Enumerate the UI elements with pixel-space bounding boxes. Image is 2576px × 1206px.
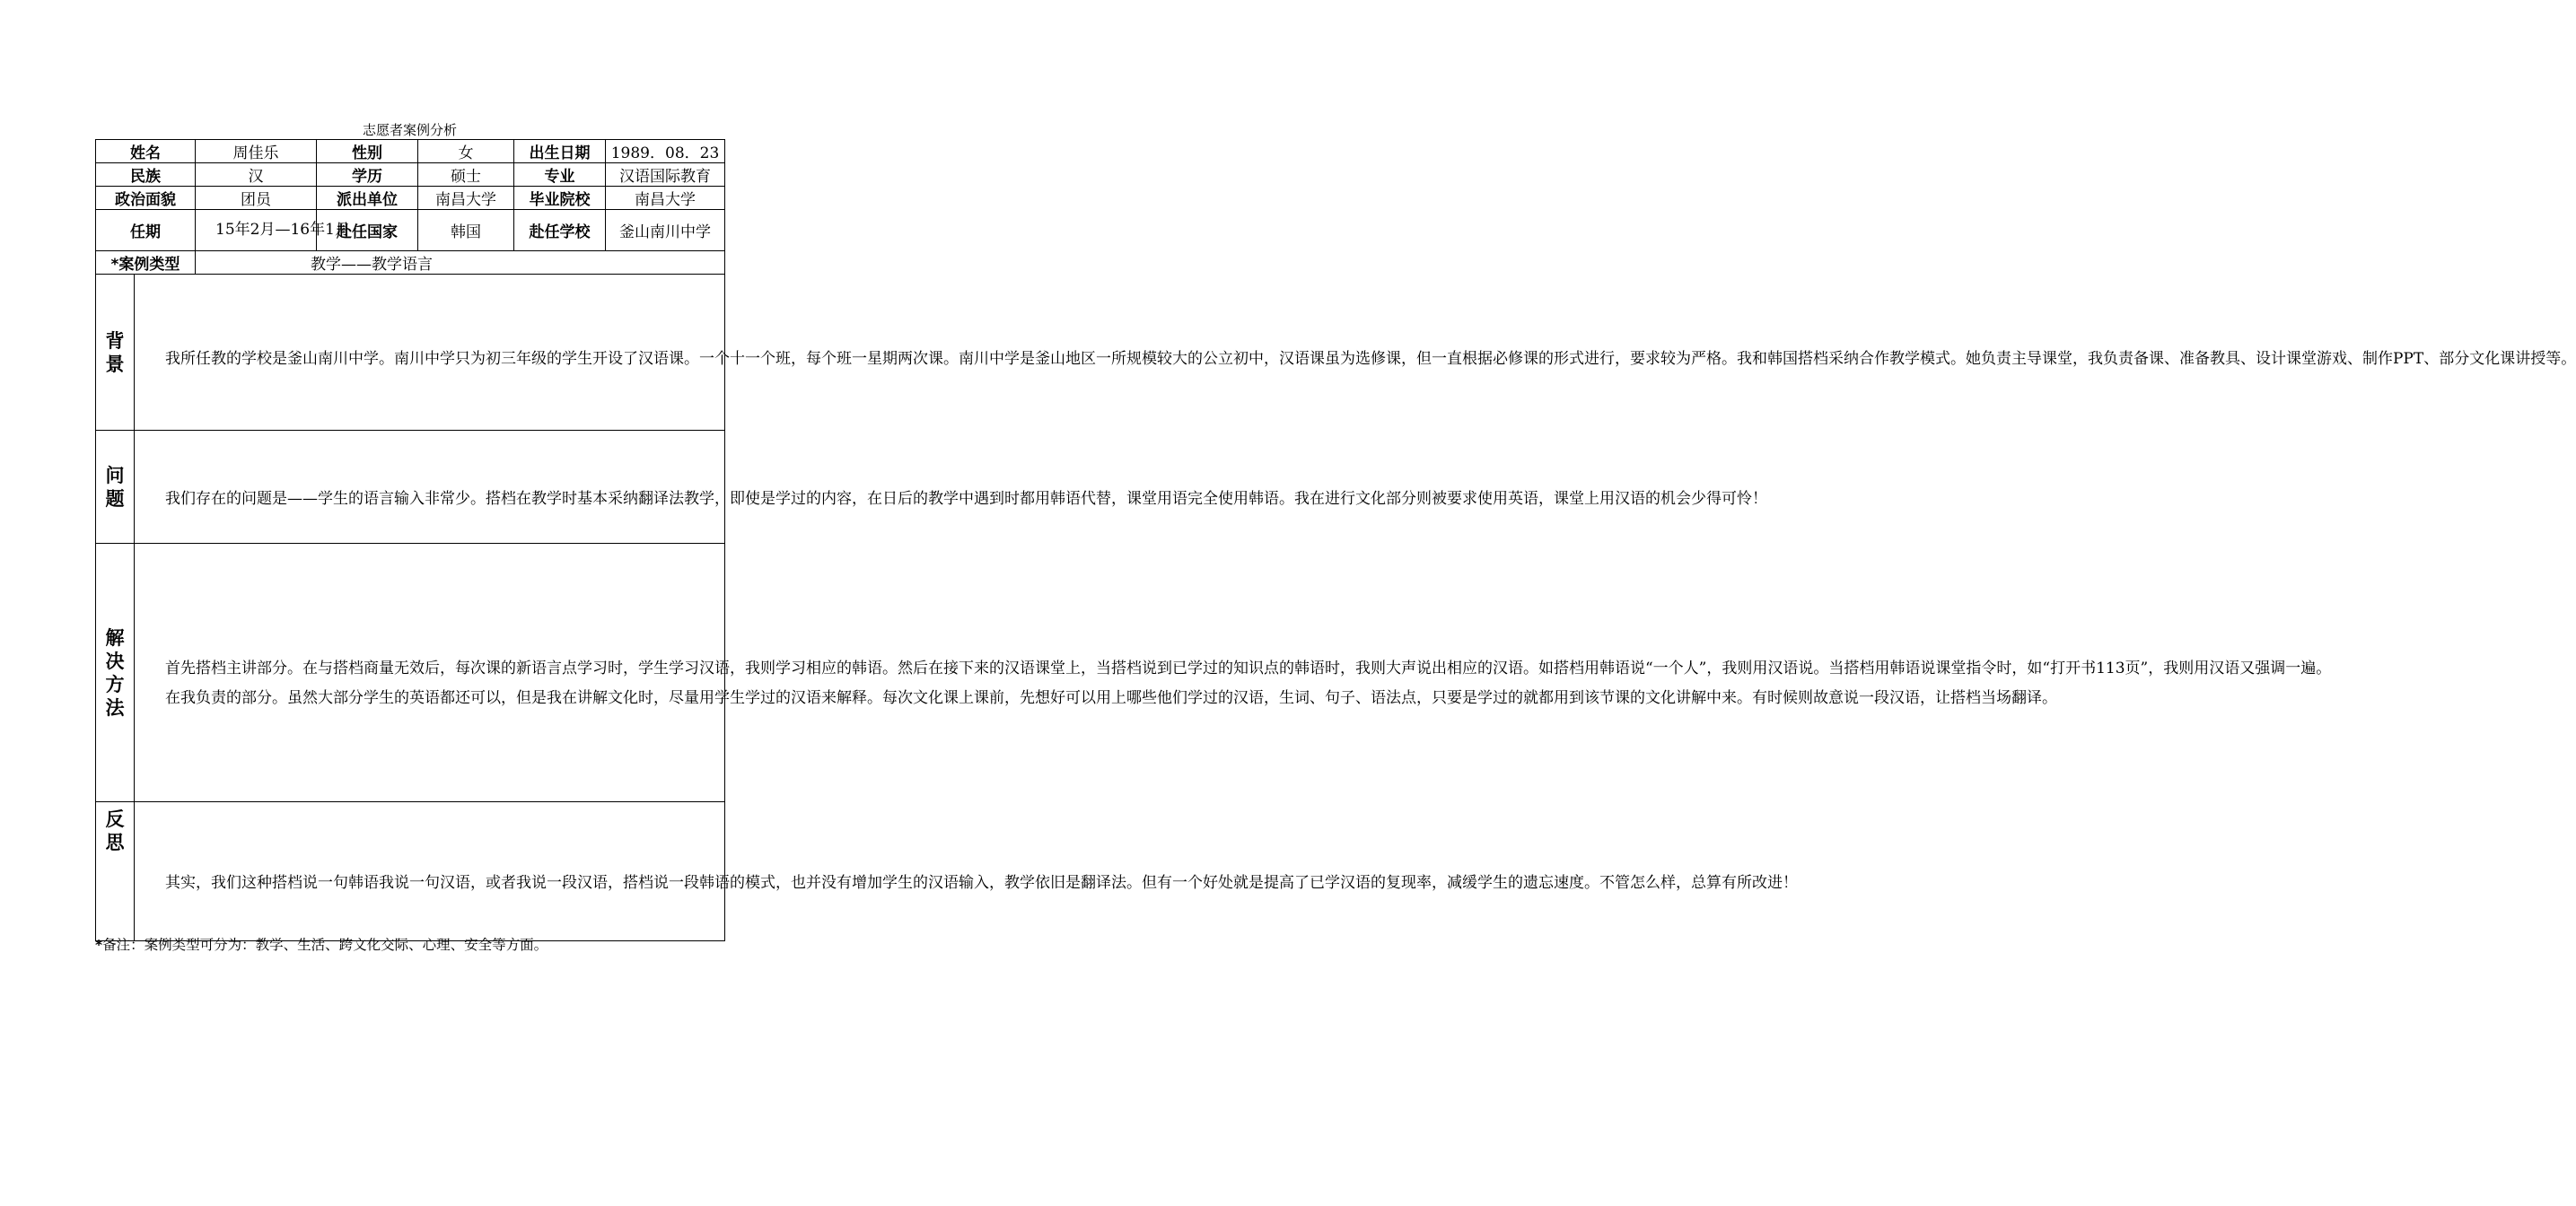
education-value: 硕士 [418, 163, 514, 187]
host-country-label: 赴任国家 [317, 210, 418, 251]
reflection-text [135, 802, 1798, 941]
graduated-school-label: 毕业院校 [514, 187, 606, 210]
education-label: 学历 [317, 163, 418, 187]
problem-label-cell [96, 431, 135, 544]
problem-label: 问题 [105, 464, 125, 510]
gender-label: 性别 [317, 140, 418, 163]
background-text [135, 275, 2576, 431]
host-school-label: 赴任学校 [514, 210, 606, 251]
solution-label: 解决方法 [105, 626, 125, 719]
reflection-label: 反思 [105, 808, 125, 853]
paragraph: 我们存在的问题是——学生的语言输入非常少。搭档在教学时基本采纳翻译法教学，即使是学过的内容，在日后的教学中遇到时都用韩语代替，课堂用语完全使用韩语。我在进行文化部分则被要求使用英语，课堂上用汉语的机会少得可怜！ [165, 489, 1767, 508]
host-school-value: 釜山南川中学 [606, 210, 725, 251]
term-value: 15年2月—16年1月 [196, 210, 317, 251]
term-label: 任期 [96, 210, 196, 251]
document-title: 志愿者案例分析 [362, 122, 457, 138]
major-label: 专业 [514, 163, 606, 187]
ethnicity-label: 民族 [96, 163, 196, 187]
footnote [95, 935, 548, 955]
political-status-value: 团员 [196, 187, 317, 210]
case-type-value: 教学——教学语言 [196, 251, 725, 275]
name-label: 姓名 [96, 140, 196, 163]
name-value: 周佳乐 [196, 140, 317, 163]
host-country-value: 韩国 [418, 210, 514, 251]
political-status-label: 政治面貌 [96, 187, 196, 210]
paragraph: 其实，我们这种搭档说一句韩语我说一句汉语，或者我说一段汉语，搭档说一段韩语的模式，也并没有增加学生的汉语输入，教学依旧是翻译法。但有一个好处就是提高了已学汉语的复现率，减缓学生的遗忘速度。不管怎么样，总算有所改进！ [165, 874, 1798, 892]
major-value: 汉语国际教育 [606, 163, 725, 187]
case-type-label: *案例类型 [96, 251, 196, 275]
problem-text [135, 431, 1767, 544]
solution-label-cell [96, 544, 135, 802]
background-label: 背景 [105, 329, 125, 375]
paragraph: 我所任教的学校是釜山南川中学。南川中学只为初三年级的学生开设了汉语课。一个十一个班，每个班一星期两次课。南川中学是釜山地区一所规模较大的公立初中，汉语课虽为选修课，但一直根据必修课的形式进行，要求较为严格。我和韩国搭档采纳合作教学模式。她负责主导课堂，我负责备课、准备教具、设计课堂游戏、制作PPT、部分文化课讲授等。 [165, 349, 2576, 368]
reflection-label-cell [96, 802, 135, 941]
solution-text [135, 544, 2332, 802]
dispatch-unit-value: 南昌大学 [418, 187, 514, 210]
dispatch-unit-label: 派出单位 [317, 187, 418, 210]
paragraph: 首先搭档主讲部分。在与搭档商量无效后，每次课的新语言点学习时，学生学习汉语，我则学习相应的韩语。然后在接下来的汉语课堂上，当搭档说到已学过的知识点的韩语时，我则大声说出相应的汉语。如搭档用韩语说“一个人”，我则用汉语说。当搭档用韩语说课堂指令时，如“打开书113页”，我则用汉语又强调一遍。 [165, 659, 2332, 677]
graduated-school-value: 南昌大学 [606, 187, 725, 210]
birth-date-label: 出生日期 [514, 140, 606, 163]
footnote-text: 备注：案例类型可分为：教学、生活、跨文化交际、心理、安全等方面。 [102, 937, 548, 953]
paragraph: 在我负责的部分。虽然大部分学生的英语都还可以，但是我在讲解文化时，尽量用学生学过的汉语来解释。每次文化课上课前，先想好可以用上哪些他们学过的汉语，生词、句子、语法点，只要是学过的就都用到该节课的文化讲解中来。有时候则故意说一段汉语，让搭档当场翻译。 [165, 688, 2057, 707]
case-analysis-table [95, 139, 2576, 941]
footnote-mark: * [95, 937, 103, 953]
birth-date-value: 1989．08．23 [606, 140, 725, 163]
ethnicity-value: 汉 [196, 163, 317, 187]
gender-value: 女 [418, 140, 514, 163]
background-label-cell [96, 275, 135, 431]
